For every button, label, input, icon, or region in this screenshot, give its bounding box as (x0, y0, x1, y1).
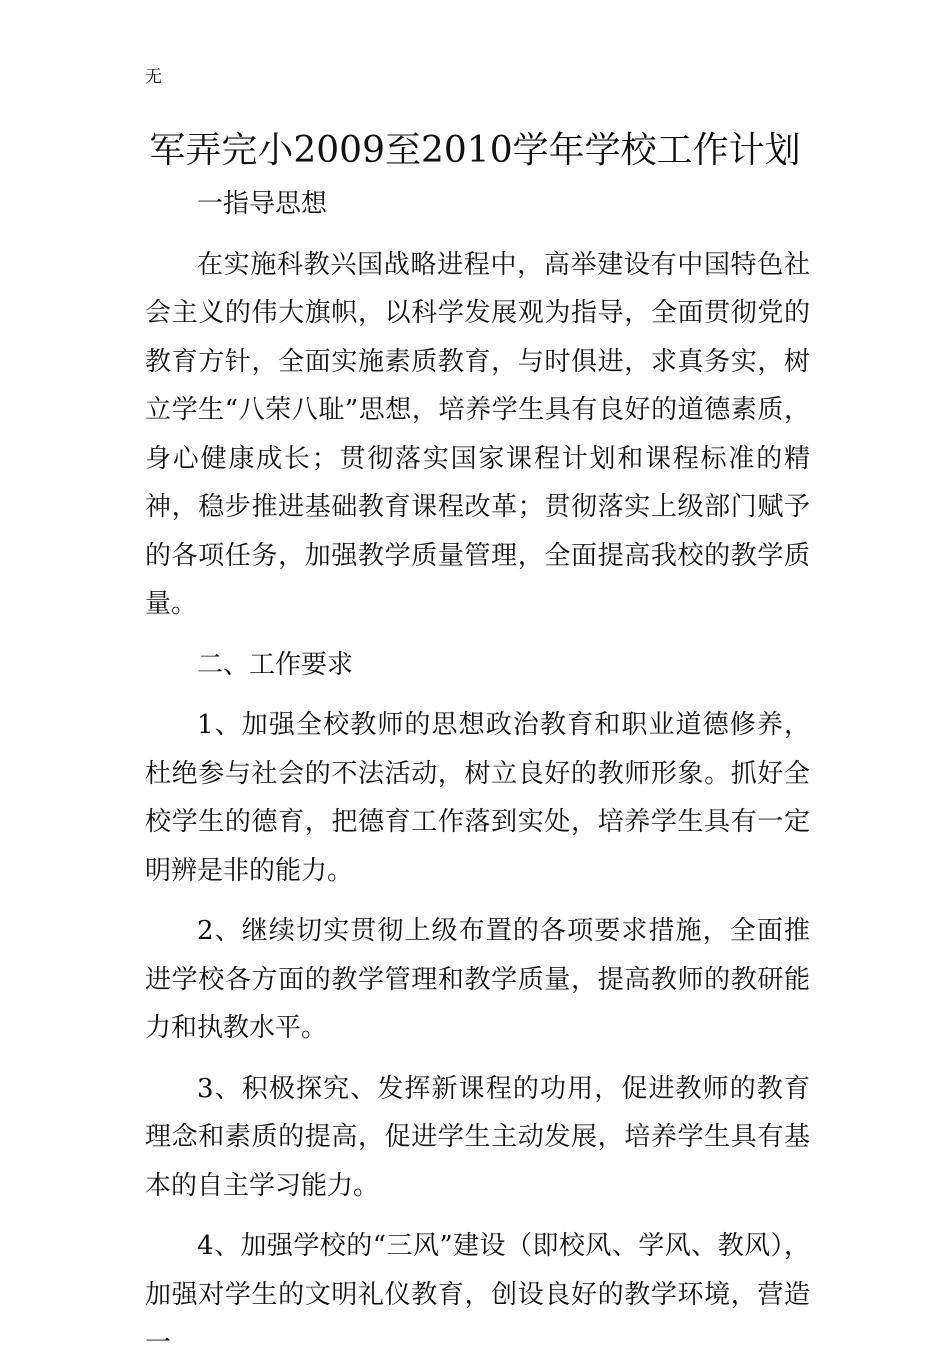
section-heading-guiding-ideology: 一指导思想 (197, 189, 328, 219)
section-heading-work-requirements: 二、工作要求 (197, 649, 354, 680)
requirement-item: 3、积极探究、发挥新课程的功用，促进教师的教育理念和素质的提高，促进学生主动发展，培养学生具有基本的自主学习能力。 (145, 1073, 810, 1201)
guiding-ideology-paragraph: 在实施科教兴国战略进程中，高举建设有中国特色社会主义的伟大旗帜，以科学发展观为指导，全面贯彻党的教育方针，全面实施素质教育，与时俱进，求真务实，树立学生“八荣八耻”思想，培养学生具有良好的道德素质，身心健康成长；贯彻落实国家课程计划和课程标准的精神，稳步推进基础教育课程改革；贯彻落实上级部门赋予的各项任务，加强教学质量管理，全面提高我校的教学质量。 (145, 249, 810, 619)
requirement-item: 2、继续切实贯彻上级布置的各项要求措施，全面推进学校各方面的教学管理和教学质量，提高教师的教研能力和执教水平。 (145, 916, 810, 1043)
header-mark: 无 (145, 67, 162, 87)
requirement-item: 4、加强学校的“三风”建设（即校风、学风、教风），加强对学生的文明礼仪教育，创设良好的教学环境，营造一 (145, 1231, 810, 1358)
requirement-item: 1、加强全校教师的思想政治教育和职业道德修养，杜绝参与社会的不法活动，树立良好的教师形象。抓好全校学生的德育，把德育工作落到实处，培养学生具有一定明辨是非的能力。 (145, 710, 810, 886)
document-title: 军弄完小2009至2010学年学校工作计划 (149, 130, 801, 171)
document-body (145, 180, 810, 1368)
